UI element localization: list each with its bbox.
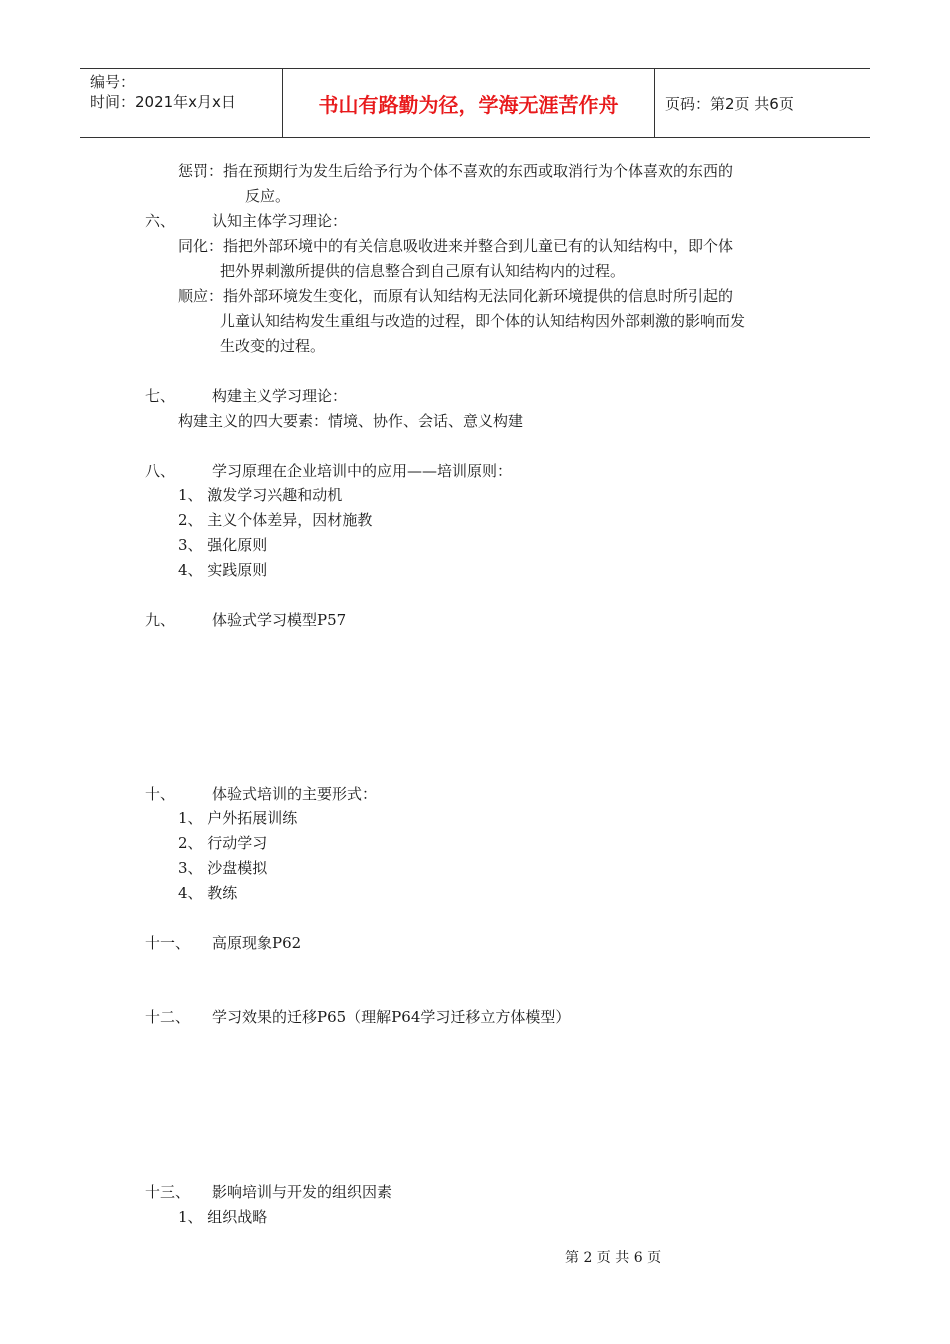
page-footer: 第 2 页 共 6 页: [565, 1250, 662, 1266]
section-number: 十二、: [145, 1008, 191, 1026]
section-title: 体验式学习模型P57: [212, 611, 347, 629]
section-number: 八、: [145, 462, 176, 480]
list-item: 2、 行动学习: [178, 834, 268, 852]
assimilation-line-2: 把外界刺激所提供的信息整合到自己原有认知结构内的过程。: [220, 262, 626, 280]
section-title: 体验式培训的主要形式：: [212, 785, 378, 803]
list-item: 4、 教练: [178, 884, 238, 902]
header-divider: [654, 69, 655, 137]
section-number: 七、: [145, 387, 176, 405]
accommodation-line-1: 顺应：指外部环境发生变化，而原有认知结构无法同化新环境提供的信息时所引起的: [178, 287, 734, 305]
list-item: 1、 户外拓展训练: [178, 809, 298, 827]
list-item: 1、 组织战略: [178, 1208, 268, 1226]
list-item: 4、 实践原则: [178, 561, 268, 579]
header-left: [90, 72, 236, 112]
section-title: 高原现象P62: [212, 934, 302, 952]
header-motto: 书山有路勤为径，学海无涯苦作舟: [318, 92, 619, 117]
section-number: 九、: [145, 611, 176, 629]
section-title: 学习效果的迁移P65（理解P64学习迁移立方体模型）: [212, 1008, 571, 1026]
list-item: 3、 沙盘模拟: [178, 859, 268, 877]
list-item: 2、 主义个体差异，因材施教: [178, 511, 373, 529]
section-number: 十三、: [145, 1183, 191, 1201]
section-number: 六、: [145, 212, 176, 230]
list-item: 3、 强化原则: [178, 536, 268, 554]
accommodation-line-3: 生改变的过程。: [220, 337, 326, 355]
section-title: 构建主义学习理论：: [212, 387, 348, 405]
punishment-definition-line-1: 惩罚：指在预期行为发生后给予行为个体不喜欢的东西或取消行为个体喜欢的东西的: [178, 162, 734, 180]
section-number: 十、: [145, 785, 176, 803]
section-title: 学习原理在企业培训中的应用——培训原则：: [212, 462, 513, 480]
accommodation-line-2: 儿童认知结构发生重组与改造的过程，即个体的认知结构因外部刺激的影响而发: [220, 312, 746, 330]
punishment-definition-line-2: 反应。: [245, 187, 291, 205]
section-title: 认知主体学习理论：: [212, 212, 348, 230]
page-header: [80, 68, 870, 138]
assimilation-line-1: 同化：指把外部环境中的有关信息吸收进来并整合到儿童已有的认知结构中，即个体: [178, 237, 734, 255]
date-label: 时间：2021年x月x日: [90, 93, 236, 111]
constructivism-elements: 构建主义的四大要素：情境、协作、会话、意义构建: [178, 412, 524, 430]
section-title: 影响培训与开发的组织因素: [212, 1183, 393, 1201]
section-number: 十一、: [145, 934, 191, 952]
header-page-label: 页码：第2页 共6页: [665, 94, 794, 113]
list-item: 1、 激发学习兴趣和动机: [178, 486, 343, 504]
number-label: 编号：: [90, 73, 136, 91]
